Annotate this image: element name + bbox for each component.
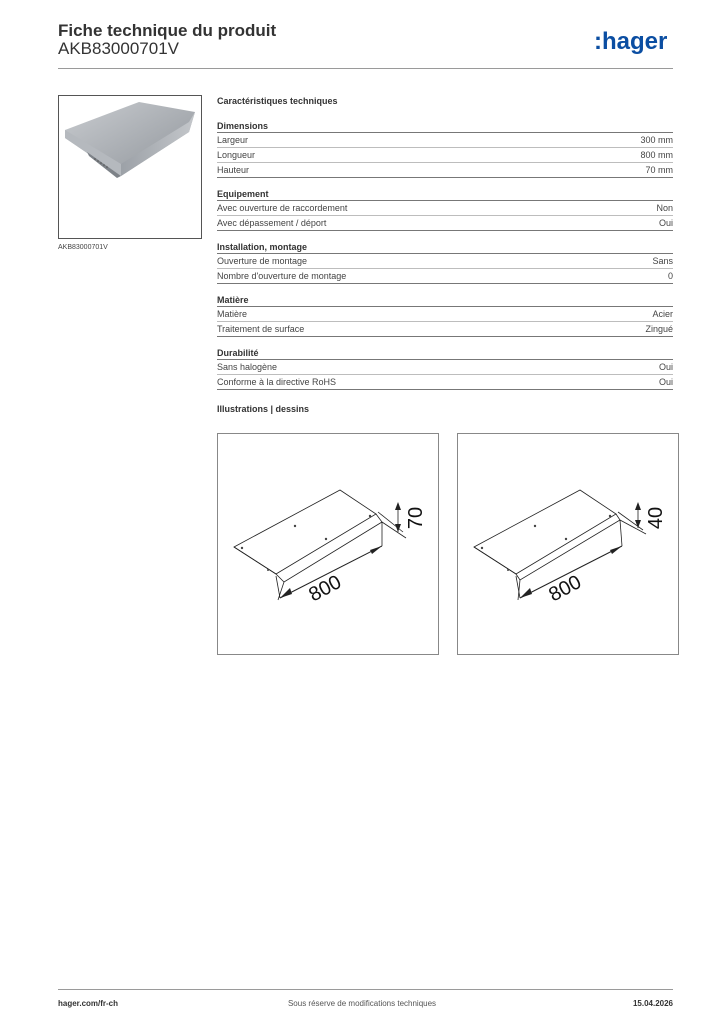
group-title-installation: Installation, montage [217, 241, 673, 254]
group-equipement [217, 201, 673, 231]
product-photo-image [59, 96, 201, 238]
row-value: 70 mm [645, 165, 673, 175]
group-matiere [217, 307, 673, 337]
illustrations-title: Illustrations | dessins [217, 404, 310, 414]
row-label: Sans halogène [217, 362, 278, 372]
table-row [217, 269, 673, 284]
specs-title: Caractéristiques techniques [217, 96, 338, 106]
row-label: Nombre d'ouverture de montage [217, 271, 347, 281]
footer-divider [58, 989, 673, 990]
technical-specs [217, 96, 673, 418]
row-value: Zingué [645, 324, 673, 334]
header-divider [58, 68, 673, 69]
group-title-dimensions: Dimensions [217, 120, 673, 133]
product-photo-caption: AKB83000701V [58, 244, 108, 251]
length-label: 800 [545, 571, 586, 607]
footer-date: 15.04.2026 [632, 999, 673, 1008]
table-row [217, 322, 673, 337]
product-photo [58, 95, 202, 239]
footer-website-link[interactable]: hager.com/fr-ch [58, 999, 119, 1008]
table-row [217, 216, 673, 231]
drawing-1-svg [218, 434, 438, 654]
hager-logo-text: :hager [594, 29, 668, 55]
row-value: Oui [658, 218, 673, 228]
table-row [217, 375, 673, 390]
group-title-matiere: Matière [217, 294, 673, 307]
row-value: Acier [652, 309, 673, 319]
table-row [217, 307, 673, 322]
group-durabilite [217, 360, 673, 390]
row-label: Largeur [217, 135, 249, 145]
product-code: AKB83000701V [58, 39, 179, 58]
height-label: 70 [405, 506, 427, 530]
table-row [217, 360, 673, 375]
page-title: Fiche technique du produit [58, 21, 277, 40]
technical-drawing-2 [457, 433, 679, 655]
drawing-2-svg [458, 434, 678, 654]
row-value: 0 [667, 271, 673, 281]
row-value: 800 mm [640, 150, 673, 160]
length-label: 800 [305, 571, 346, 607]
group-title-durabilite: Durabilité [217, 347, 673, 360]
technical-drawing-1 [217, 433, 439, 655]
table-row [217, 148, 673, 163]
table-row [217, 163, 673, 178]
group-dimensions [217, 133, 673, 178]
row-label: Matière [217, 309, 248, 319]
row-value: Non [656, 203, 673, 213]
group-title-equipement: Equipement [217, 188, 673, 201]
height-label: 40 [645, 506, 667, 530]
row-label: Longueur [217, 150, 256, 160]
footer-note: Sous réserve de modifications techniques [287, 999, 437, 1008]
row-value: Oui [658, 377, 673, 387]
row-label: Traitement de surface [217, 324, 305, 334]
row-label: Conforme à la directive RoHS [217, 377, 337, 387]
row-label: Hauteur [217, 165, 250, 175]
row-value: Oui [658, 362, 673, 372]
hager-logo [594, 29, 674, 57]
table-row [217, 254, 673, 269]
row-value: 300 mm [640, 135, 673, 145]
row-value: Sans [652, 256, 673, 266]
table-row [217, 201, 673, 216]
table-row [217, 133, 673, 148]
row-label: Avec ouverture de raccordement [217, 203, 348, 213]
row-label: Avec dépassement / déport [217, 218, 327, 228]
group-installation [217, 254, 673, 284]
row-label: Ouverture de montage [217, 256, 308, 266]
